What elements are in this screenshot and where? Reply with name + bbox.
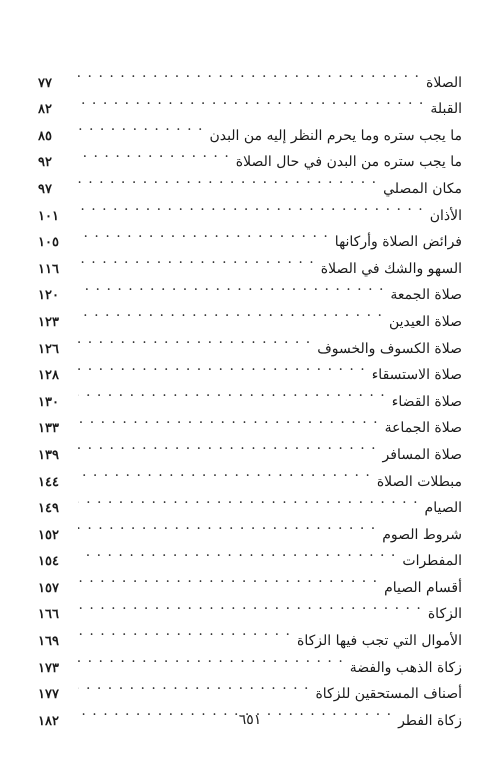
toc-entry: [38, 512, 462, 543]
toc-entry-page: ١٠١: [38, 208, 59, 224]
toc-entry-title: الأموال التي تجب فيها الزكاة: [297, 633, 462, 650]
toc-entry-title: صلاة القضاء: [391, 393, 462, 410]
toc-entry: [38, 486, 462, 517]
dot-leader: [78, 246, 315, 273]
toc-entry-page: ٩٧: [38, 181, 52, 197]
toc-entry-title: زكاة الذهب والفضة: [349, 659, 462, 676]
toc-entry-title: الصيام: [424, 500, 462, 517]
dot-leader: [78, 592, 422, 619]
table-of-contents: [38, 60, 462, 729]
toc-entry-title: مكان المصلي: [383, 180, 462, 197]
toc-entry-title: صلاة الجمعة: [390, 287, 462, 304]
toc-entry-title: المفطرات: [402, 553, 462, 570]
toc-entry-title: السهو والشك في الصلاة: [320, 260, 462, 277]
toc-entry-page: ١٣٩: [38, 447, 59, 463]
dot-leader: [78, 459, 371, 486]
toc-entry-title: ما يجب ستره وما يحرم النظر إليه من البدن: [209, 127, 462, 144]
toc-entry: [38, 60, 462, 91]
dot-leader: [78, 140, 230, 167]
dot-leader: [78, 220, 329, 247]
toc-entry-page: ١٠٥: [38, 235, 59, 251]
dot-leader: [78, 193, 424, 220]
toc-entry-page: ٩٢: [38, 155, 52, 171]
toc-entry-title: أقسام الصيام: [384, 579, 462, 596]
toc-entry-title: الصلاة: [426, 74, 462, 91]
toc-entry-page: ١٦٦: [38, 607, 59, 623]
toc-entry-title: فرائض الصلاة وأركانها: [334, 234, 462, 251]
toc-entry-page: ١٣٠: [38, 394, 59, 410]
dot-leader: [78, 406, 379, 433]
toc-entry-title: صلاة المسافر: [382, 446, 462, 463]
toc-entry-title: شروط الصوم: [382, 526, 462, 543]
toc-entry-page: ١٦٩: [38, 634, 59, 650]
toc-entry-title: مبطلات الصلاة: [376, 473, 462, 490]
dot-leader: [78, 618, 291, 645]
toc-entry: [38, 592, 462, 623]
toc-entry-page: ١٢٣: [38, 314, 59, 330]
dot-leader: [78, 326, 311, 353]
toc-entry-title: صلاة العيدين: [388, 313, 462, 330]
dot-leader: [78, 565, 378, 592]
dot-leader: [78, 60, 420, 87]
toc-entry-page: ٧٧: [38, 75, 52, 91]
toc-entry-page: ١٤٩: [38, 501, 59, 517]
dot-leader: [78, 299, 383, 326]
toc-entry: [38, 618, 462, 650]
dot-leader: [78, 512, 376, 539]
dot-leader: [78, 87, 424, 114]
toc-entry-title: صلاة الاستسقاء: [371, 367, 462, 384]
toc-entry-page: ١٢٨: [38, 368, 59, 384]
toc-entry: [38, 87, 462, 118]
toc-entry-page: ١٧٧: [38, 687, 59, 703]
toc-entry-page: ٨٢: [38, 102, 52, 118]
toc-entry-page: ١٥٧: [38, 580, 59, 596]
toc-entry: [38, 220, 462, 251]
dot-leader: [78, 672, 309, 699]
toc-entry-title: صلاة الجماعة: [384, 420, 462, 437]
toc-entry-page: ١٤٤: [38, 474, 59, 490]
toc-entry-page: ١٥٢: [38, 527, 59, 543]
toc-entry-page: ١٨٢: [38, 713, 59, 729]
toc-entry-page: ١٧٣: [38, 660, 59, 676]
dot-leader: [78, 379, 386, 406]
toc-entry-page: ١٣٣: [38, 421, 59, 437]
dot-leader: [78, 113, 203, 140]
toc-entry: [38, 113, 462, 144]
toc-entry-title: صلاة الكسوف والخسوف: [317, 340, 462, 357]
toc-entry-title: زكاة الفطر: [398, 712, 462, 729]
toc-entry-page: ١٥٤: [38, 554, 59, 570]
page-number: ٦٥١: [238, 712, 262, 728]
dot-leader: [78, 166, 377, 193]
toc-entry-page: ١٢٦: [38, 341, 59, 357]
toc-entry-page: ١٢٠: [38, 288, 59, 304]
toc-entry-title: أصناف المستحقين للزكاة: [315, 686, 462, 703]
toc-entry: [38, 193, 462, 224]
dot-leader: [78, 432, 377, 459]
toc-entry-page: ١١٦: [38, 261, 59, 277]
dot-leader: [78, 353, 366, 380]
toc-entry-title: الزكاة: [427, 606, 462, 623]
toc-entry-page: ٨٥: [38, 128, 52, 144]
toc-entry-title: ما يجب ستره من البدن في حال الصلاة: [235, 154, 462, 171]
dot-leader: [78, 539, 396, 566]
dot-leader: [78, 273, 384, 300]
toc-entry-title: القبلة: [430, 101, 462, 118]
toc-entry-title: الأذان: [429, 207, 462, 224]
dot-leader: [78, 645, 344, 672]
dot-leader: [78, 486, 419, 513]
